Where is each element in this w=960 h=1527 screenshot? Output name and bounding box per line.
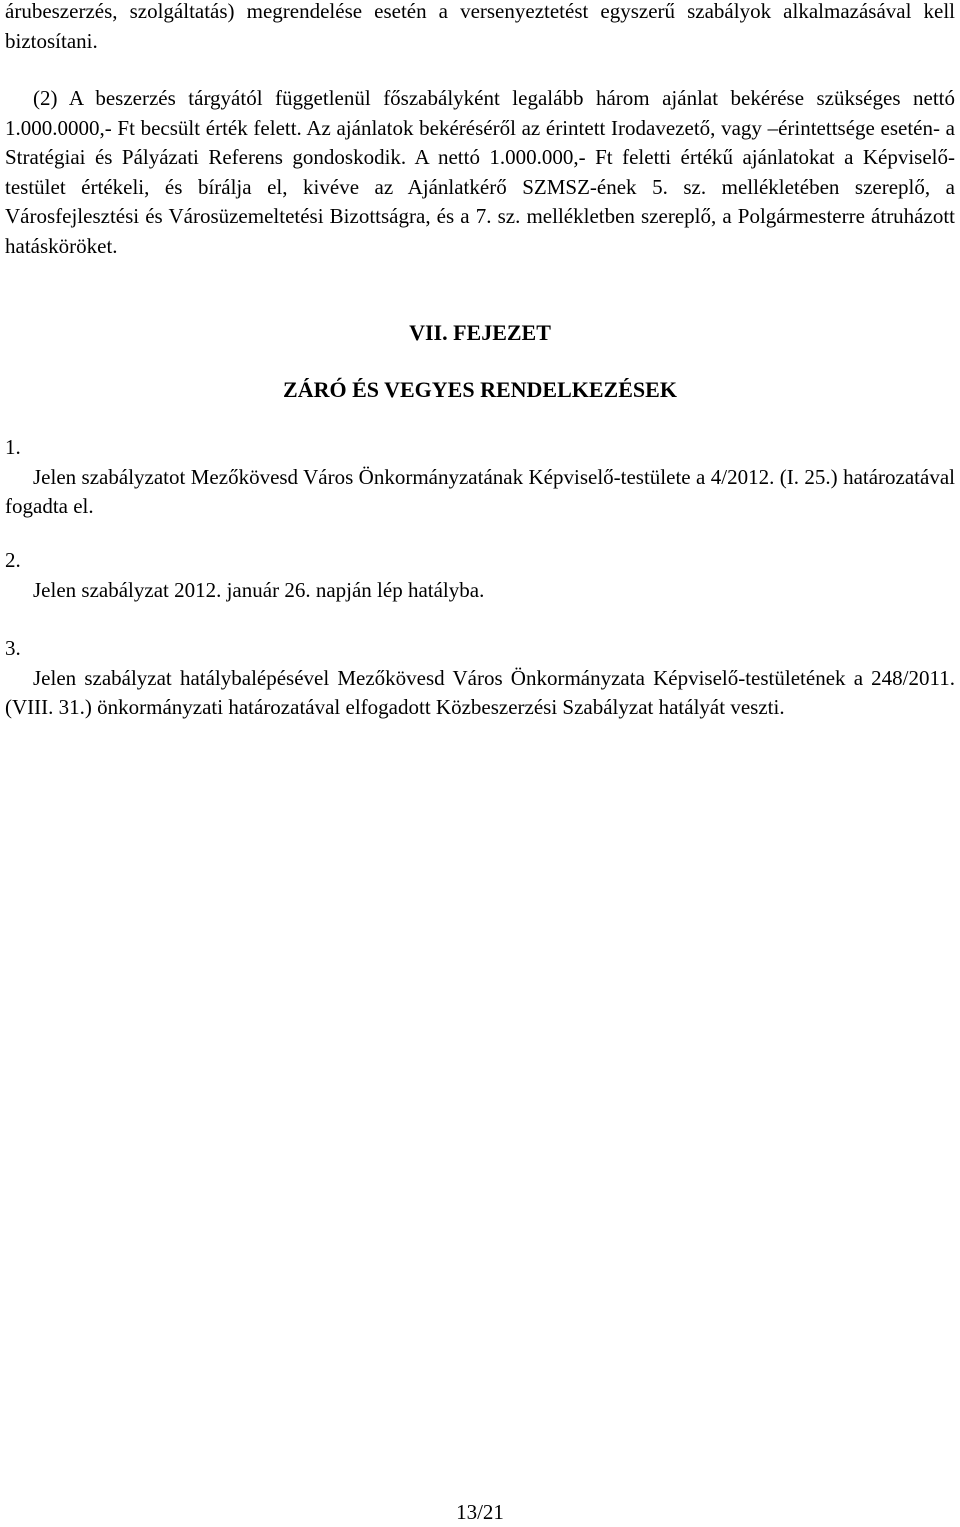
- section-2: [5, 546, 955, 605]
- procurement-paragraph: (2) A beszerzés tárgyától függetlenül főszabályként legalább három ajánlat bekérése szükséges nettó 1.000.0000,- Ft becsült érték felett. Az ajánlatok bekéréséről az érintett Irodavezető, vagy –érintettsége esetén- a Stratégiai és Pályázati Referens gondoskodik. A nettó 1.000.000,- Ft feletti értékű ajánlatokat a Képviselő-testület értékeli, és bírálja el, kivéve az Ajánlatkérő SZMSZ-ének 5. sz. mellékletében szereplő, a Városfejlesztési és Városüzemeltetési Bizottságra, és a 7. sz. mellékletben szereplő, a Polgármesterre átruházott hatásköröket.: [5, 86, 955, 258]
- intro-paragraph: árubeszerzés, szolgáltatás) megrendelése esetén a versenyeztetést egyszerű szabályok alkalmazásával kell biztosítani.: [5, 0, 955, 53]
- section-text: Jelen szabályzat 2012. január 26. napján lép hatályba.: [33, 577, 485, 602]
- section-text: Jelen szabályzat hatálybalépésével Mezőkövesd Város Önkormányzata Képviselő-testületének a 248/2011. (VIII. 31.) önkormányzati határozatával elfogadott Közbeszerzési Szabályzat hatályát veszti.: [5, 665, 955, 719]
- section-1: [5, 433, 955, 522]
- section-number: 2.: [5, 548, 21, 572]
- chapter-number: VII. FEJEZET: [409, 320, 551, 345]
- chapter-title: ZÁRÓ ÉS VEGYES RENDELKEZÉSEK: [283, 377, 677, 402]
- page-number: 13/21: [456, 1500, 504, 1524]
- section-text: Jelen szabályzatot Mezőkövesd Város Önkormányzatának Képviselő-testülete a 4/2012. (I. 25.) határozatával fogadta el.: [5, 464, 955, 518]
- section-number: 3.: [5, 636, 21, 660]
- section-number: 1.: [5, 435, 21, 459]
- section-3: [5, 634, 955, 723]
